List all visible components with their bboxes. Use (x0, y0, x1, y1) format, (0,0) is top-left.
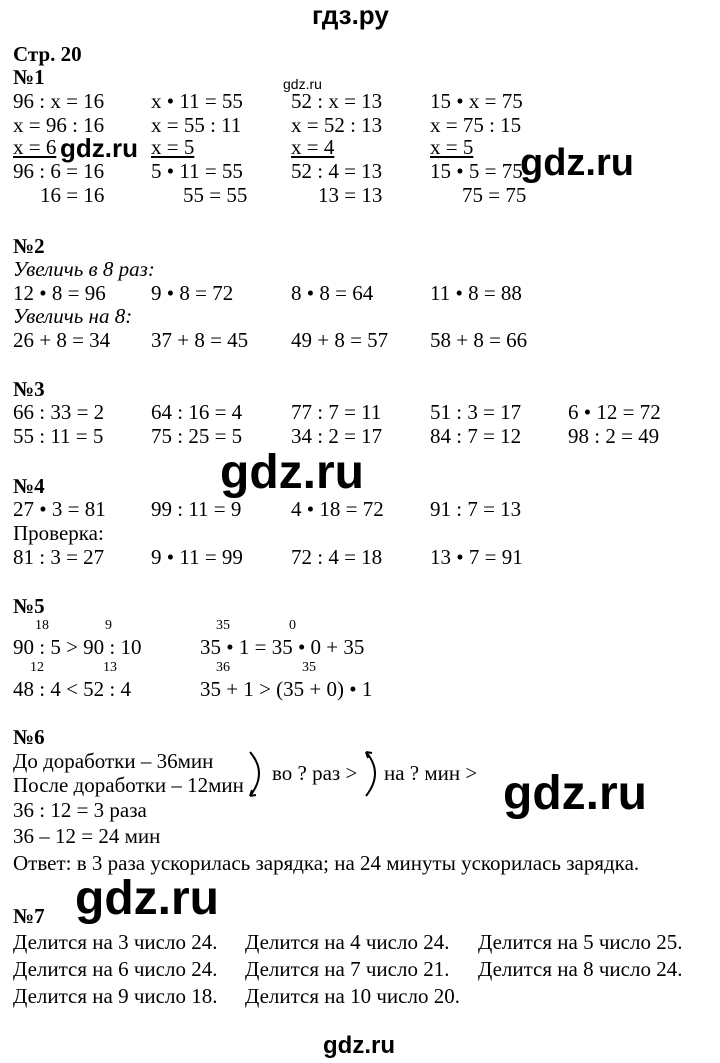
statement: Делится на 8 число 24. (478, 957, 683, 981)
answer-line: Ответ: в 3 раза ускорилась зарядка; на 24 минуты ускорилась зарядка. (13, 851, 640, 875)
superscript-value: 18 (35, 618, 49, 633)
equation-check: 96 : 6 = 16 (13, 159, 105, 183)
equation: 8 • 8 = 64 (291, 281, 374, 305)
equation: x • 11 = 55 (151, 89, 243, 113)
equation: 91 : 7 = 13 (430, 497, 522, 521)
equation-answer: x = 5 (430, 135, 474, 159)
equation-answer: x = 4 (291, 135, 335, 159)
site-footer: gdz.ru (323, 1032, 395, 1059)
task-number: №3 (13, 377, 45, 401)
equation: 12 • 8 = 96 (13, 281, 106, 305)
equation: x = 96 : 16 (13, 113, 105, 137)
watermark: gdz.ru (503, 767, 647, 820)
equation: 98 : 2 = 49 (568, 424, 660, 448)
equation: 26 + 8 = 34 (13, 328, 111, 352)
equation: x = 52 : 13 (291, 113, 383, 137)
equation: 75 : 25 = 5 (151, 424, 243, 448)
check-label: Проверка: (13, 521, 104, 545)
superscript-value: 35 (302, 660, 316, 675)
equation: 4 • 18 = 72 (291, 497, 384, 521)
watermark: gdz.ru (520, 142, 634, 184)
statement: Делится на 9 число 18. (13, 984, 218, 1008)
task-number: №6 (13, 725, 45, 749)
condition-line: После доработки – 12мин (13, 773, 244, 797)
equation: 34 : 2 = 17 (291, 424, 383, 448)
equation: 11 • 8 = 88 (430, 281, 522, 305)
equation: 9 • 11 = 99 (151, 545, 243, 569)
superscript-value: 36 (216, 660, 230, 675)
condition-line: До доработки – 36мин (13, 749, 214, 773)
equation-check: 5 • 11 = 55 (151, 159, 243, 183)
equation-answer: x = 6 (13, 135, 57, 159)
equation: 55 : 11 = 5 (13, 424, 104, 448)
equation-check: 16 = 16 (40, 183, 105, 207)
equation: 9 • 8 = 72 (151, 281, 234, 305)
comparison: 48 : 4 < 52 : 4 (13, 677, 132, 701)
equation: 51 : 3 = 17 (430, 400, 522, 424)
comparison: 35 + 1 > (35 + 0) • 1 (200, 677, 373, 701)
statement: Делится на 6 число 24. (13, 957, 218, 981)
task-number: №1 (13, 65, 45, 89)
solution-line: 36 – 12 = 24 мин (13, 824, 161, 848)
question-label: во ? раз > (272, 761, 358, 785)
statement: Делится на 4 число 24. (245, 930, 450, 954)
equation: 84 : 7 = 12 (430, 424, 522, 448)
equation: x = 55 : 11 (151, 113, 242, 137)
task-number: №5 (13, 594, 45, 618)
comparison: 90 : 5 > 90 : 10 (13, 635, 142, 659)
solution-line: 36 : 12 = 3 раза (13, 798, 147, 822)
equation: 15 • x = 75 (430, 89, 523, 113)
task-number: №7 (13, 904, 45, 928)
watermark: gdz.ru (75, 872, 219, 925)
watermark: gdz.ru (283, 76, 322, 92)
equation-check: 55 = 55 (183, 183, 248, 207)
question-label: на ? мин > (384, 761, 478, 785)
site-header: гдз.ру (312, 0, 389, 30)
equation: 66 : 33 = 2 (13, 400, 105, 424)
equation: 58 + 8 = 66 (430, 328, 528, 352)
equation: 37 + 8 = 45 (151, 328, 249, 352)
page-title: Стр. 20 (13, 42, 82, 66)
watermark: gdz.ru (220, 446, 364, 499)
equation: x = 75 : 15 (430, 113, 522, 137)
statement: Делится на 3 число 24. (13, 930, 218, 954)
equation-check: 13 = 13 (318, 183, 383, 207)
equation-check: 15 • 5 = 75 (430, 159, 523, 183)
subheading: Увеличь в 8 раз: (13, 257, 155, 281)
equation: 81 : 3 = 27 (13, 545, 105, 569)
statement: Делится на 7 число 21. (245, 957, 450, 981)
equation: 96 : x = 16 (13, 89, 105, 113)
subheading: Увеличь на 8: (13, 304, 133, 328)
task-number: №4 (13, 474, 45, 498)
equation: 77 : 7 = 11 (291, 400, 382, 424)
statement: Делится на 5 число 25. (478, 930, 683, 954)
superscript-value: 0 (289, 618, 296, 633)
equation: 99 : 11 = 9 (151, 497, 242, 521)
superscript-value: 9 (105, 618, 112, 633)
equation-answer: x = 5 (151, 135, 195, 159)
bracket-arrow (248, 748, 272, 800)
equation: 64 : 16 = 4 (151, 400, 243, 424)
equation: 27 • 3 = 81 (13, 497, 106, 521)
equation: 13 • 7 = 91 (430, 545, 523, 569)
superscript-value: 13 (103, 660, 117, 675)
equation-check: 75 = 75 (462, 183, 527, 207)
task-number: №2 (13, 234, 45, 258)
statement: Делится на 10 число 20. (245, 984, 460, 1008)
superscript-value: 35 (216, 618, 230, 633)
equation: 52 : x = 13 (291, 89, 383, 113)
equation: 72 : 4 = 18 (291, 545, 383, 569)
equation: 49 + 8 = 57 (291, 328, 389, 352)
equation: 6 • 12 = 72 (568, 400, 661, 424)
watermark: gdz.ru (60, 133, 138, 163)
comparison: 35 • 1 = 35 • 0 + 35 (200, 635, 365, 659)
superscript-value: 12 (30, 660, 44, 675)
equation-check: 52 : 4 = 13 (291, 159, 383, 183)
